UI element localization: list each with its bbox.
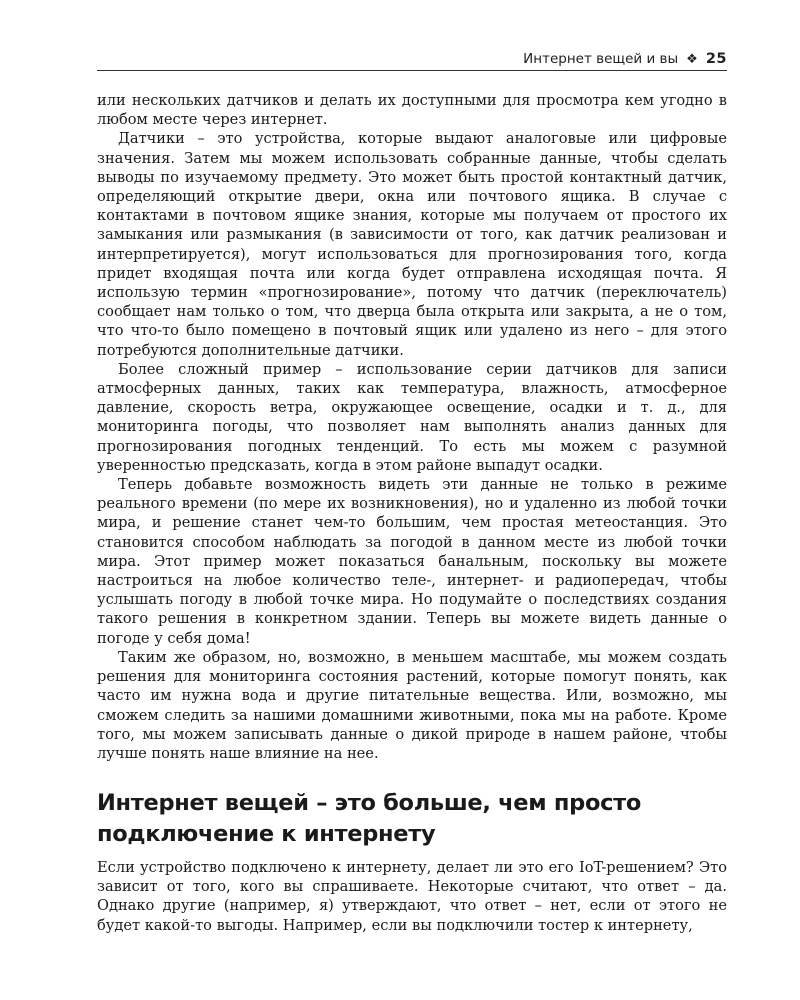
running-header	[97, 48, 727, 71]
paragraph-remote-access: Теперь добавьте возможность видеть эти данные не только в режиме реального времени (по мере их возникновения), но и удаленно из любой точки мира, и решение станет чем-то большим, чем простая метеостанция. Это становится способом наблюдать за погодой в данном месте из любой точки мира. Этот пример может показаться банальным, поскольку вы можете настроиться на любое количество теле-, интернет- и радиопередач, чтобы услышать погоду в любой точке мира. Но подумайте о последствиях создания такого решения в конкретном здании. Теперь вы можете видеть данные о погоде у себя дома!	[97, 476, 727, 647]
ornament-icon: ❖	[686, 51, 698, 67]
running-title: Интернет вещей и вы	[523, 51, 679, 67]
section-body	[97, 858, 727, 935]
paragraph-iot-question: Если устройство подключено к интернету, делает ли это его IoT-решением? Это зависит от того, кого вы спрашиваете. Некоторые считают, что ответ – да. Однако другие (например, я) утверждают, что ответ – нет, если от этого не будет какой-то выгоды. Например, если вы подключили тостер к интернету,	[97, 859, 727, 934]
paragraph-continuation: или нескольких датчиков и делать их доступными для просмотра кем угодно в любом месте через интернет.	[97, 92, 727, 129]
section-heading	[97, 788, 727, 850]
paragraph-sensors: Датчики – это устройства, которые выдают аналоговые или цифровые значения. Затем мы можем использовать собранные данные, чтобы сделать выводы по изучаемому предмету. Это может быть простой контактный датчик, определяющий открытие двери, окна или почтового ящика. В случае с контактами в почтовом ящике знания, которые мы получаем от простого их замыкания или размыкания (в зависимости от того, как датчик реализован и интерпретируется), могут использоваться для прогнозирования того, когда придет входящая почта или когда будет отправлена исходящая почта. Я использую термин «прогнозирование», потому что датчик (переключатель) сообщает нам только о том, что дверца была открыта или закрыта, а не о том, что что-то было помещено в почтовый ящик или удалено из него – для этого потребуются дополнительные датчики.	[97, 130, 727, 359]
paragraph-plants-pets: Таким же образом, но, возможно, в меньшем масштабе, мы можем создать решения для мониторинга состояния растений, которые помогут понять, как часто им нужна вода и другие питательные вещества. Или, возможно, мы сможем следить за нашими домашними животными, пока мы на работе. Кроме того, мы можем записывать данные о дикой природе в нашем районе, чтобы лучше понять наше влияние на нее.	[97, 648, 727, 762]
section-heading-line2: подключение к интернету	[97, 821, 436, 847]
body-text	[97, 91, 727, 763]
page-number: 25	[705, 51, 727, 67]
paragraph-weather-example: Более сложный пример – использование серии датчиков для записи атмосферных данных, таких как температура, влажность, атмосферное давление, скорость ветра, окружающее освещение, осадки и т. д., для мониторинга погоды, что позволяет нам выполнять анализ данных для прогнозирования погодных тенденций. То есть мы можем с разумной уверенностью предсказать, когда в этом районе выпадут осадки.	[97, 360, 727, 474]
section-heading-line1: Интернет вещей – это больше, чем просто	[97, 790, 642, 816]
